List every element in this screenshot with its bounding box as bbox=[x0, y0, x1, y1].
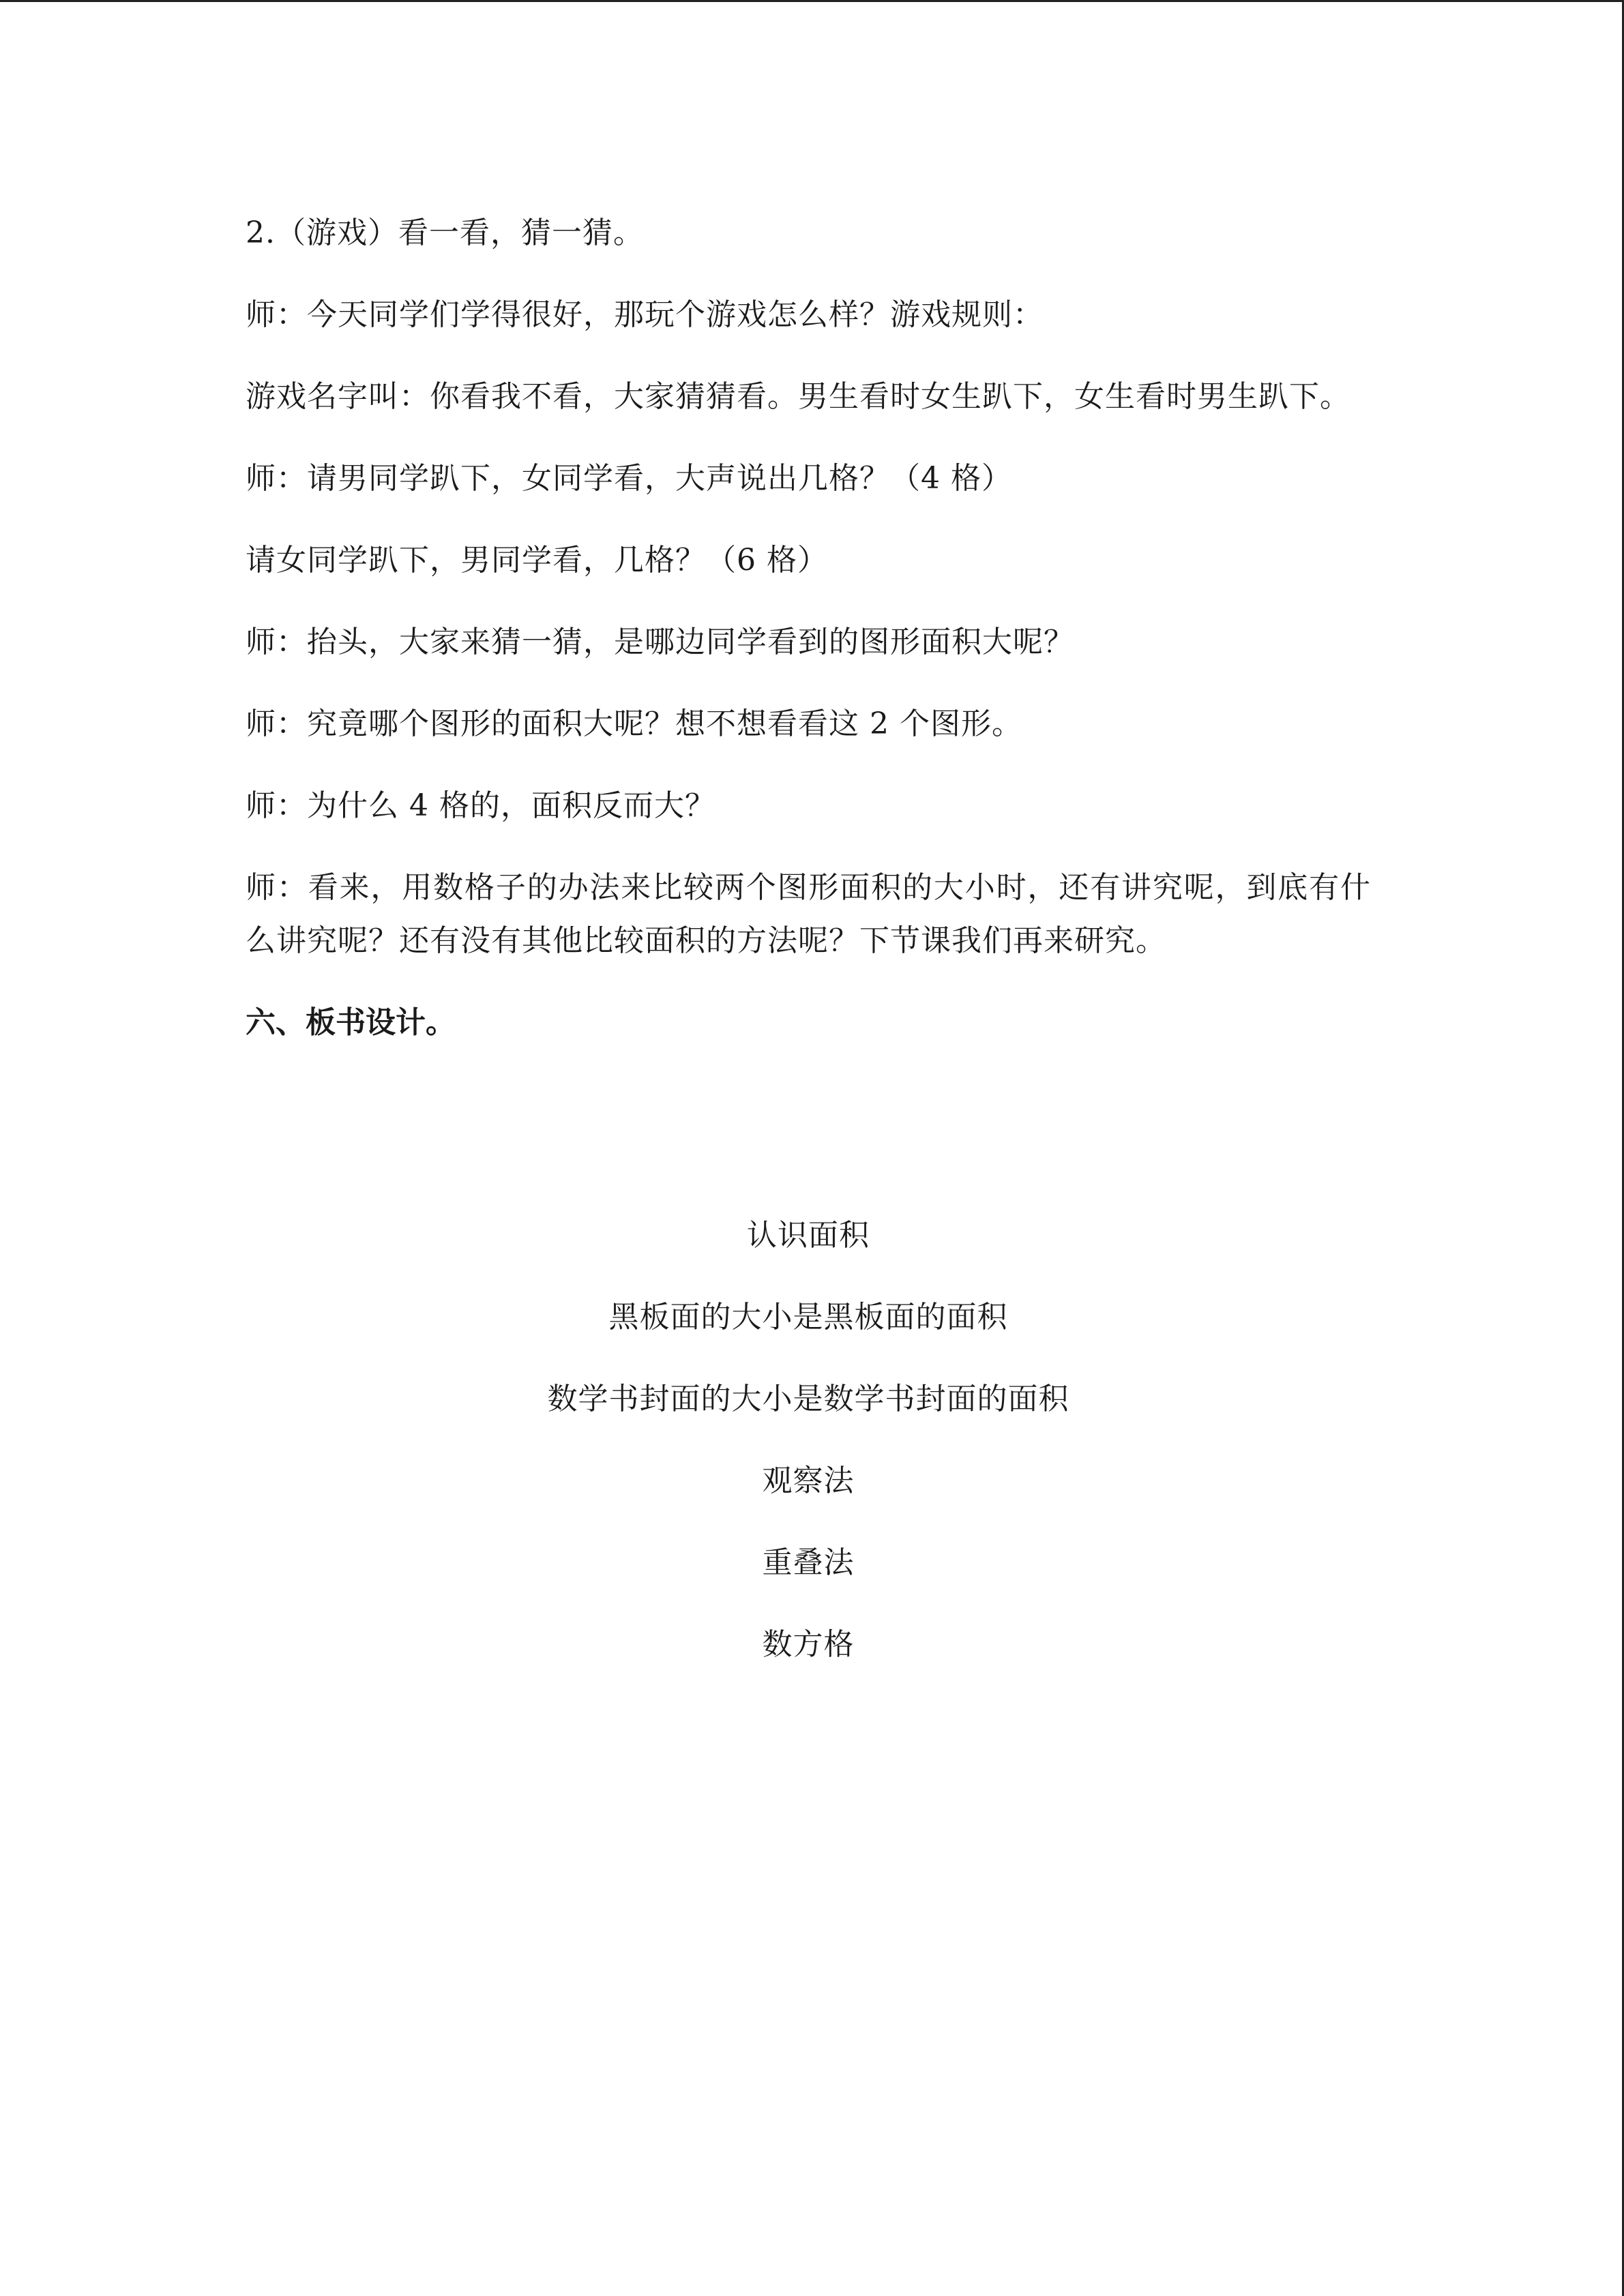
paragraph-game-rules: 游戏名字叫：你看我不看，大家猜猜看。男生看时女生趴下，女生看时男生趴下。 bbox=[246, 379, 1350, 414]
paragraph-game-intro: 师：今天同学们学得很好，那玩个游戏怎么样？游戏规则： bbox=[246, 297, 1044, 332]
board-line: 观察法 bbox=[762, 1463, 855, 1498]
board-line: 黑板面的大小是黑板面的面积 bbox=[608, 1300, 1008, 1335]
paragraph-which-bigger: 师：究竟哪个图形的面积大呢？想不想看看这 2 个图形。 bbox=[246, 706, 1022, 741]
board-design bbox=[246, 1209, 1371, 1700]
section-heading: 六、板书设计。 bbox=[246, 1005, 456, 1040]
board-title: 认识面积 bbox=[747, 1218, 870, 1253]
body-text bbox=[246, 207, 1371, 1049]
paragraph-conclusion: 师：看来，用数格子的办法来比较两个图形面积的大小时，还有讲究呢，到底有什么讲究呢？还有没有其他比较面积的方法呢？下节课我们再来研究。 bbox=[246, 870, 1371, 958]
board-line: 重叠法 bbox=[762, 1545, 855, 1580]
board-line: 数方格 bbox=[762, 1627, 855, 1662]
paragraph-boys-down: 师：请男同学趴下，女同学看，大声说出几格？（4 格） bbox=[246, 461, 1012, 496]
paragraph-guess: 师：抬头，大家来猜一猜，是哪边同学看到的图形面积大呢？ bbox=[246, 625, 1074, 659]
paragraph-why: 师：为什么 4 格的，面积反而大？ bbox=[246, 788, 715, 823]
paragraph-girls-down: 请女同学趴下，男同学看，几格？（6 格） bbox=[246, 543, 828, 578]
paragraph-game-title: 2.（游戏）看一看，猜一猜。 bbox=[246, 215, 644, 250]
board-line: 数学书封面的大小是数学书封面的面积 bbox=[547, 1382, 1069, 1416]
